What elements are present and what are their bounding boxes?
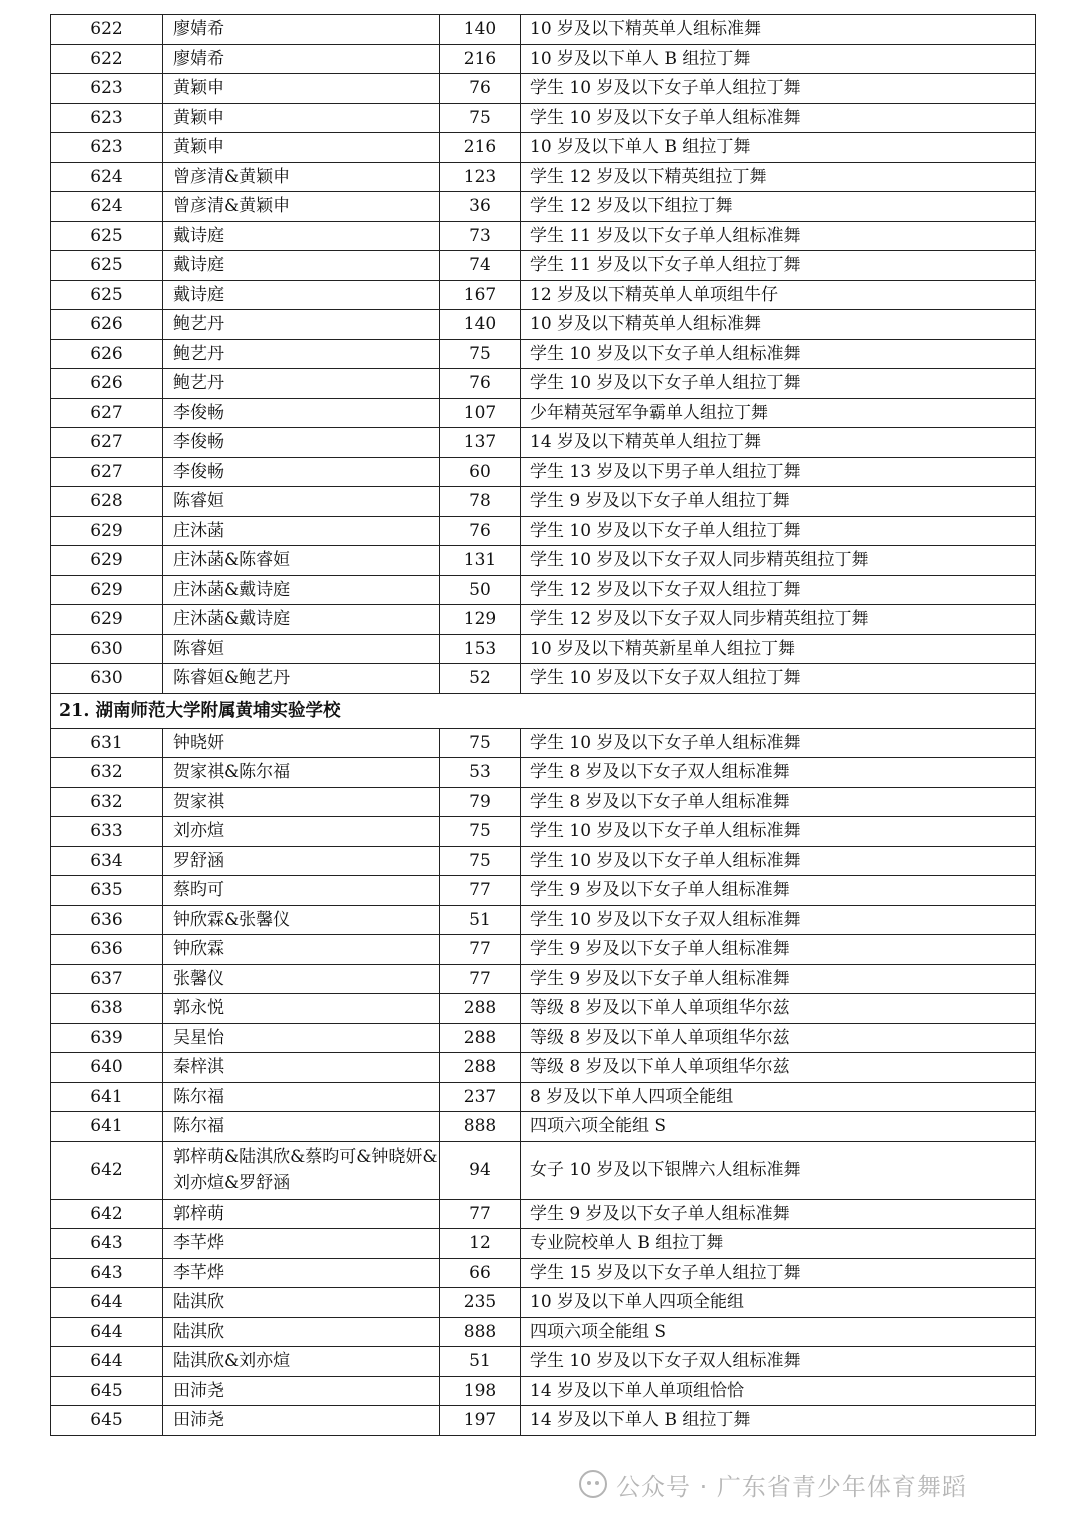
- participant-names: 郭永悦: [163, 994, 440, 1024]
- event-name: 四项六项全能组 S: [521, 1317, 1036, 1347]
- event-code: 123: [440, 162, 521, 192]
- event-code: 75: [440, 339, 521, 369]
- event-name: 学生 12 岁及以下女子双人组拉丁舞: [521, 575, 1036, 605]
- event-name: 学生 12 岁及以下女子双人同步精英组拉丁舞: [521, 605, 1036, 635]
- participant-names: 陈睿姮: [163, 634, 440, 664]
- table-row: [51, 575, 1036, 605]
- event-code: 77: [440, 1199, 521, 1229]
- event-code: 129: [440, 605, 521, 635]
- table-row: [51, 994, 1036, 1024]
- table-row: [51, 74, 1036, 104]
- table-row: [51, 133, 1036, 163]
- participant-names: 鲍艺丹: [163, 369, 440, 399]
- entry-number: 636: [51, 935, 163, 965]
- event-code: 288: [440, 1053, 521, 1083]
- table-row: [51, 44, 1036, 74]
- entry-number: 642: [51, 1141, 163, 1199]
- participant-names: 贺家祺: [163, 787, 440, 817]
- table-row: [51, 1406, 1036, 1436]
- event-name: 学生 10 岁及以下女子单人组标准舞: [521, 817, 1036, 847]
- event-code: 75: [440, 817, 521, 847]
- event-name: 学生 12 岁及以下组拉丁舞: [521, 192, 1036, 222]
- event-name: 12 岁及以下精英单人单项组牛仔: [521, 280, 1036, 310]
- event-code: 140: [440, 15, 521, 45]
- event-code: 36: [440, 192, 521, 222]
- participant-names: 秦梓淇: [163, 1053, 440, 1083]
- participant-names: 贺家祺&陈尔福: [163, 758, 440, 788]
- event-code: 50: [440, 575, 521, 605]
- event-code: 51: [440, 1347, 521, 1377]
- table-row: [51, 817, 1036, 847]
- event-code: 75: [440, 728, 521, 758]
- event-code: 153: [440, 634, 521, 664]
- table-row: [51, 728, 1036, 758]
- entry-number: 622: [51, 44, 163, 74]
- entry-number: 623: [51, 133, 163, 163]
- entry-number: 629: [51, 516, 163, 546]
- table-row: [51, 1376, 1036, 1406]
- participant-names: 陈尔福: [163, 1082, 440, 1112]
- event-name: 学生 9 岁及以下女子单人组标准舞: [521, 935, 1036, 965]
- entry-number: 624: [51, 162, 163, 192]
- event-code: 79: [440, 787, 521, 817]
- participant-names: 陈尔福: [163, 1112, 440, 1142]
- event-name: 等级 8 岁及以下单人单项组华尔兹: [521, 1023, 1036, 1053]
- table-row: [51, 1112, 1036, 1142]
- event-code: 77: [440, 935, 521, 965]
- watermark: [578, 1466, 967, 1502]
- table-row: [51, 964, 1036, 994]
- event-name: 学生 9 岁及以下女子单人组标准舞: [521, 1199, 1036, 1229]
- event-name: 学生 10 岁及以下女子单人组拉丁舞: [521, 516, 1036, 546]
- event-code: 66: [440, 1258, 521, 1288]
- entry-number: 637: [51, 964, 163, 994]
- entry-number: 644: [51, 1347, 163, 1377]
- participant-names: 戴诗庭: [163, 251, 440, 281]
- table-body-school-20: [51, 15, 1036, 694]
- table-body-school-21: [51, 728, 1036, 1141]
- participant-names: 黄颖申: [163, 103, 440, 133]
- table-row: [51, 634, 1036, 664]
- table-row: [51, 1082, 1036, 1112]
- event-name: 学生 10 岁及以下女子单人组拉丁舞: [521, 74, 1036, 104]
- table-row: [51, 15, 1036, 45]
- event-name: 学生 10 岁及以下女子单人组标准舞: [521, 339, 1036, 369]
- entry-number: 626: [51, 310, 163, 340]
- entry-number: 625: [51, 221, 163, 251]
- participant-names: 刘亦煊: [163, 817, 440, 847]
- table-row: [51, 1199, 1036, 1229]
- event-code: 53: [440, 758, 521, 788]
- table-row: [51, 310, 1036, 340]
- table-row: [51, 192, 1036, 222]
- table-row: [51, 103, 1036, 133]
- event-code: 60: [440, 457, 521, 487]
- participant-names: 钟欣霖: [163, 935, 440, 965]
- participant-names: 李俊畅: [163, 457, 440, 487]
- event-name: 学生 10 岁及以下女子单人组拉丁舞: [521, 369, 1036, 399]
- entry-number: 641: [51, 1082, 163, 1112]
- table-row: [51, 1288, 1036, 1318]
- entry-number: 630: [51, 634, 163, 664]
- event-code: 140: [440, 310, 521, 340]
- watermark-text: 公众号 · 广东省青少年体育舞蹈: [616, 1472, 967, 1501]
- participant-names: 陆淇欣&刘亦煊: [163, 1347, 440, 1377]
- participant-names: 郭梓萌: [163, 1199, 440, 1229]
- table-row: [51, 605, 1036, 635]
- participant-names: 廖婧希: [163, 44, 440, 74]
- entry-number: 627: [51, 398, 163, 428]
- event-name: 学生 10 岁及以下女子单人组标准舞: [521, 728, 1036, 758]
- event-code: 167: [440, 280, 521, 310]
- table-row: [51, 251, 1036, 281]
- event-code: 888: [440, 1317, 521, 1347]
- event-code: 77: [440, 964, 521, 994]
- participant-names: 蔡昀可: [163, 876, 440, 906]
- entry-number: 635: [51, 876, 163, 906]
- table-row: [51, 546, 1036, 576]
- table-row: [51, 787, 1036, 817]
- entry-number: 641: [51, 1112, 163, 1142]
- table-row: [51, 428, 1036, 458]
- participant-names: 李俊畅: [163, 428, 440, 458]
- participant-names: 戴诗庭: [163, 280, 440, 310]
- entry-number: 625: [51, 251, 163, 281]
- table-row: [51, 457, 1036, 487]
- event-name: 等级 8 岁及以下单人单项组华尔兹: [521, 994, 1036, 1024]
- event-code: 107: [440, 398, 521, 428]
- table-row: [51, 1347, 1036, 1377]
- table-row: [51, 846, 1036, 876]
- entry-number: 643: [51, 1258, 163, 1288]
- entry-number: 623: [51, 74, 163, 104]
- event-code: 52: [440, 664, 521, 694]
- table-body-school-21-continued: [51, 1199, 1036, 1435]
- event-name: 14 岁及以下单人 B 组拉丁舞: [521, 1406, 1036, 1436]
- entry-number: 624: [51, 192, 163, 222]
- participant-names: 吴星怡: [163, 1023, 440, 1053]
- participant-names: 钟晓妍: [163, 728, 440, 758]
- participant-names: 陈睿姮&鲍艺丹: [163, 664, 440, 694]
- event-name: 10 岁及以下精英单人组标准舞: [521, 310, 1036, 340]
- participant-names: 庄沐菡&陈睿姮: [163, 546, 440, 576]
- registration-table: [50, 14, 1036, 1436]
- entry-number: 622: [51, 15, 163, 45]
- participant-names: 黄颖申: [163, 74, 440, 104]
- table-row: [51, 1317, 1036, 1347]
- entry-number: 640: [51, 1053, 163, 1083]
- event-name: 学生 15 岁及以下女子单人组拉丁舞: [521, 1258, 1036, 1288]
- entry-number: 626: [51, 339, 163, 369]
- event-code: 216: [440, 133, 521, 163]
- event-name: 10 岁及以下单人 B 组拉丁舞: [521, 44, 1036, 74]
- entry-number: 631: [51, 728, 163, 758]
- participant-names: 廖婧希: [163, 15, 440, 45]
- table-row: [51, 1229, 1036, 1259]
- entry-number: 642: [51, 1199, 163, 1229]
- section-header-row: [51, 693, 1036, 728]
- entry-number: 629: [51, 546, 163, 576]
- event-name: 女子 10 岁及以下银牌六人组标准舞: [521, 1141, 1036, 1199]
- event-code: 197: [440, 1406, 521, 1436]
- entry-number: 629: [51, 575, 163, 605]
- entry-number: 628: [51, 487, 163, 517]
- event-code: 131: [440, 546, 521, 576]
- table-row: [51, 339, 1036, 369]
- table-row: [51, 1141, 1036, 1199]
- event-code: 76: [440, 516, 521, 546]
- event-name: 学生 8 岁及以下女子单人组标准舞: [521, 787, 1036, 817]
- event-name: 学生 10 岁及以下女子双人组标准舞: [521, 1347, 1036, 1377]
- event-code: 77: [440, 876, 521, 906]
- table-row: [51, 369, 1036, 399]
- participant-names: 李芊烨: [163, 1258, 440, 1288]
- event-name: 学生 10 岁及以下女子双人同步精英组拉丁舞: [521, 546, 1036, 576]
- event-name: 四项六项全能组 S: [521, 1112, 1036, 1142]
- event-name: 10 岁及以下精英新星单人组拉丁舞: [521, 634, 1036, 664]
- table-row: [51, 221, 1036, 251]
- table-row: [51, 664, 1036, 694]
- entry-number: 645: [51, 1406, 163, 1436]
- participant-names: 庄沐菡&戴诗庭: [163, 575, 440, 605]
- event-code: 73: [440, 221, 521, 251]
- entry-number: 629: [51, 605, 163, 635]
- participant-names: 庄沐菡&戴诗庭: [163, 605, 440, 635]
- entry-number: 627: [51, 457, 163, 487]
- table-row: [51, 758, 1036, 788]
- event-name: 学生 10 岁及以下女子双人组拉丁舞: [521, 664, 1036, 694]
- event-code: 288: [440, 1023, 521, 1053]
- event-code: 288: [440, 994, 521, 1024]
- entry-number: 627: [51, 428, 163, 458]
- event-code: 78: [440, 487, 521, 517]
- event-name: 学生 11 岁及以下女子单人组标准舞: [521, 221, 1036, 251]
- table-row: [51, 398, 1036, 428]
- entry-number: 632: [51, 787, 163, 817]
- event-code: 12: [440, 1229, 521, 1259]
- event-code: 198: [440, 1376, 521, 1406]
- entry-number: 630: [51, 664, 163, 694]
- participant-names: 李芊烨: [163, 1229, 440, 1259]
- participant-names: 曾彦清&黄颖申: [163, 162, 440, 192]
- event-name: 专业院校单人 B 组拉丁舞: [521, 1229, 1036, 1259]
- table-row: [51, 935, 1036, 965]
- table-row: [51, 1023, 1036, 1053]
- event-code: 75: [440, 103, 521, 133]
- event-name: 学生 9 岁及以下女子单人组标准舞: [521, 964, 1036, 994]
- entry-number: 623: [51, 103, 163, 133]
- participant-names: 郭梓萌&陆淇欣&蔡昀可&钟晓妍&刘亦煊&罗舒涵: [163, 1141, 440, 1199]
- table-row: [51, 876, 1036, 906]
- participant-names: 钟欣霖&张馨仪: [163, 905, 440, 935]
- event-name: 学生 13 岁及以下男子单人组拉丁舞: [521, 457, 1036, 487]
- event-code: 137: [440, 428, 521, 458]
- event-code: 237: [440, 1082, 521, 1112]
- event-name: 少年精英冠军争霸单人组拉丁舞: [521, 398, 1036, 428]
- table-row: [51, 162, 1036, 192]
- participant-names: 曾彦清&黄颖申: [163, 192, 440, 222]
- event-code: 235: [440, 1288, 521, 1318]
- event-name: 14 岁及以下精英单人组拉丁舞: [521, 428, 1036, 458]
- event-name: 学生 9 岁及以下女子单人组标准舞: [521, 876, 1036, 906]
- entry-number: 634: [51, 846, 163, 876]
- participant-names: 陆淇欣: [163, 1317, 440, 1347]
- participant-names: 李俊畅: [163, 398, 440, 428]
- table-row: [51, 516, 1036, 546]
- event-code: 76: [440, 74, 521, 104]
- entry-number: 632: [51, 758, 163, 788]
- entry-number: 639: [51, 1023, 163, 1053]
- table-row: [51, 487, 1036, 517]
- event-code: 74: [440, 251, 521, 281]
- entry-number: 626: [51, 369, 163, 399]
- table-row: [51, 1053, 1036, 1083]
- participant-names: 罗舒涵: [163, 846, 440, 876]
- entry-number: 645: [51, 1376, 163, 1406]
- event-name: 学生 12 岁及以下精英组拉丁舞: [521, 162, 1036, 192]
- participant-names: 田沛尧: [163, 1406, 440, 1436]
- section-title: 21. 湖南师范大学附属黄埔实验学校: [51, 693, 1036, 728]
- event-name: 14 岁及以下单人单项组恰恰: [521, 1376, 1036, 1406]
- event-name: 10 岁及以下精英单人组标准舞: [521, 15, 1036, 45]
- participant-names: 黄颖申: [163, 133, 440, 163]
- event-name: 学生 10 岁及以下女子单人组标准舞: [521, 103, 1036, 133]
- event-name: 学生 8 岁及以下女子双人组标准舞: [521, 758, 1036, 788]
- entry-number: 644: [51, 1317, 163, 1347]
- event-name: 学生 10 岁及以下女子双人组标准舞: [521, 905, 1036, 935]
- table-row: [51, 1258, 1036, 1288]
- event-code: 76: [440, 369, 521, 399]
- participant-names: 陈睿姮: [163, 487, 440, 517]
- event-code: 75: [440, 846, 521, 876]
- participant-names: 张馨仪: [163, 964, 440, 994]
- entry-number: 625: [51, 280, 163, 310]
- event-code: 94: [440, 1141, 521, 1199]
- event-code: 216: [440, 44, 521, 74]
- entry-number: 643: [51, 1229, 163, 1259]
- event-name: 学生 11 岁及以下女子单人组拉丁舞: [521, 251, 1036, 281]
- wechat-official-account-icon: [578, 1469, 608, 1499]
- entry-number: 644: [51, 1288, 163, 1318]
- event-code: 51: [440, 905, 521, 935]
- event-name: 等级 8 岁及以下单人单项组华尔兹: [521, 1053, 1036, 1083]
- participant-names: 鲍艺丹: [163, 339, 440, 369]
- participant-names: 田沛尧: [163, 1376, 440, 1406]
- event-name: 10 岁及以下单人 B 组拉丁舞: [521, 133, 1036, 163]
- table-row: [51, 905, 1036, 935]
- event-code: 888: [440, 1112, 521, 1142]
- event-name: 10 岁及以下单人四项全能组: [521, 1288, 1036, 1318]
- registration-table-sheet: [50, 14, 1035, 1436]
- event-name: 学生 10 岁及以下女子单人组标准舞: [521, 846, 1036, 876]
- participant-names: 戴诗庭: [163, 221, 440, 251]
- table-row: [51, 280, 1036, 310]
- entry-number: 638: [51, 994, 163, 1024]
- participant-names: 陆淇欣: [163, 1288, 440, 1318]
- entry-number: 636: [51, 905, 163, 935]
- event-name: 学生 9 岁及以下女子单人组拉丁舞: [521, 487, 1036, 517]
- entry-number: 633: [51, 817, 163, 847]
- participant-names: 鲍艺丹: [163, 310, 440, 340]
- event-name: 8 岁及以下单人四项全能组: [521, 1082, 1036, 1112]
- participant-names: 庄沐菡: [163, 516, 440, 546]
